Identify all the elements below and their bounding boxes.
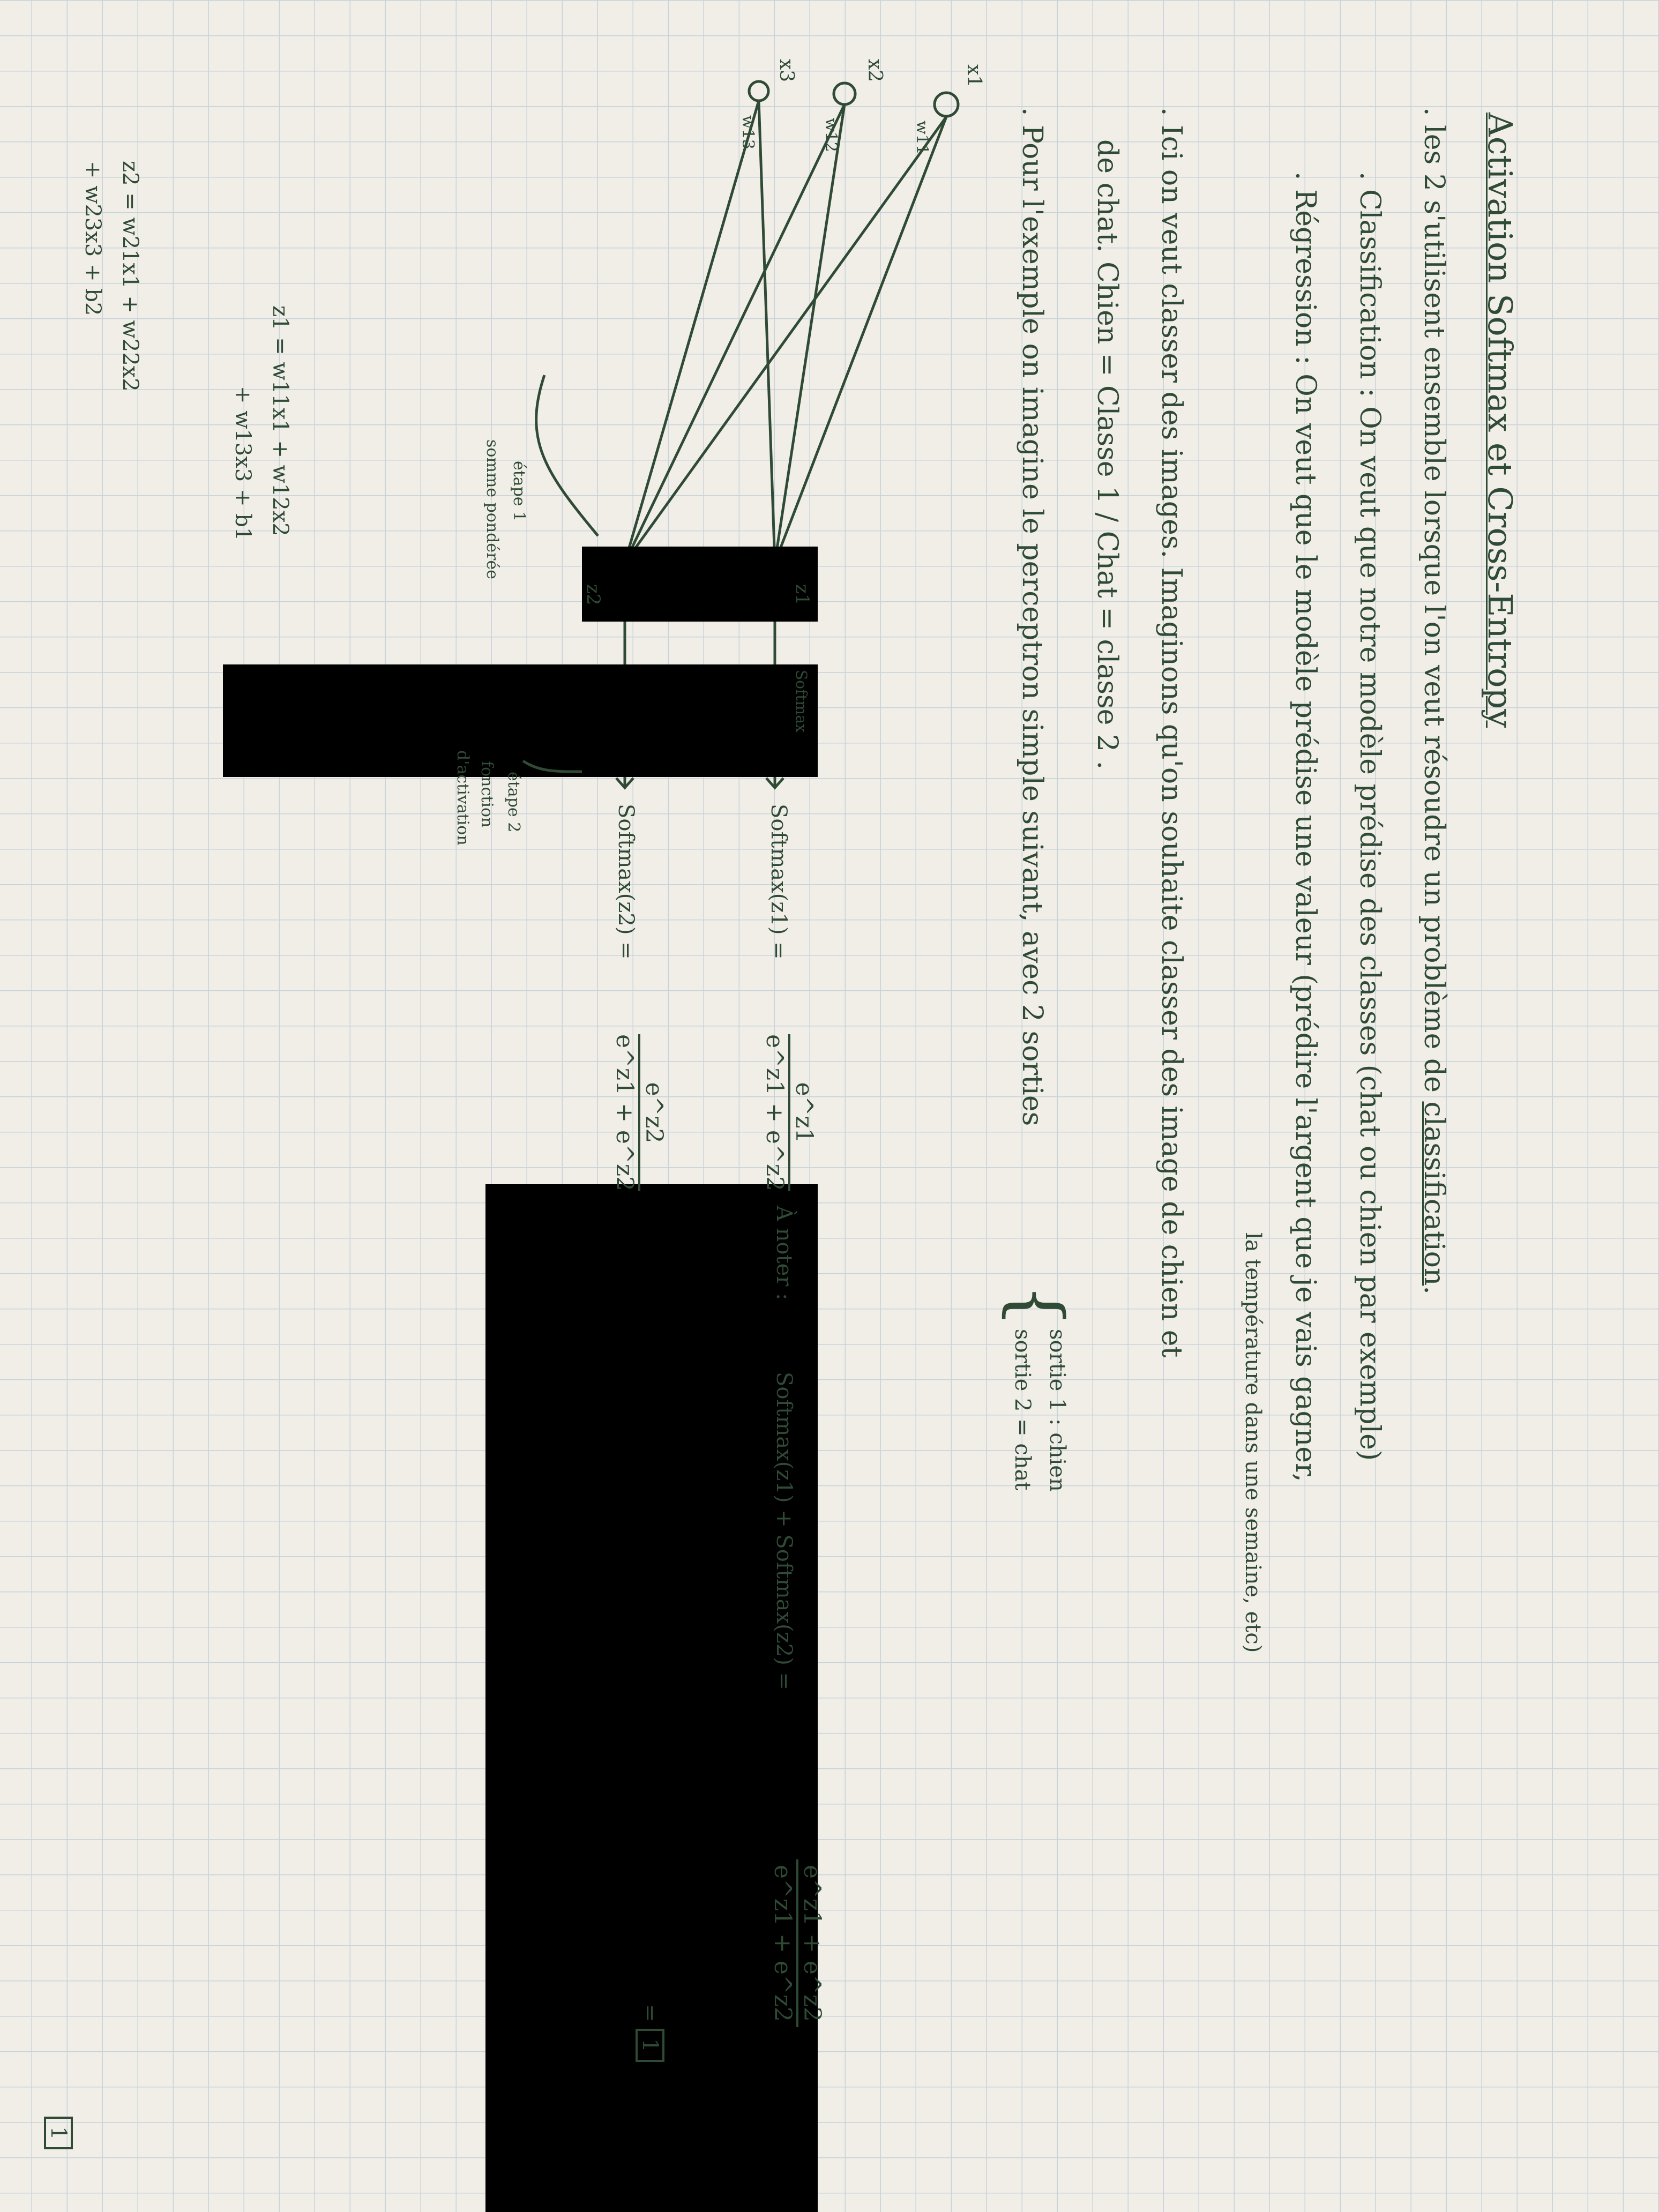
example-line-2: de chat. Chien = Classe 1 / Chat = classe 2 . bbox=[1091, 139, 1123, 770]
page-title: Activation Softmax et Cross-Entropy bbox=[1481, 113, 1520, 728]
step2-desc-2: d'activation bbox=[453, 750, 472, 846]
page-number: 1 bbox=[44, 2117, 73, 2149]
edge-x2-z1 bbox=[775, 104, 845, 563]
softmax-z2-label: Softmax(z2) = bbox=[614, 804, 638, 960]
input-node-x1 bbox=[935, 93, 958, 116]
brace: { bbox=[997, 1283, 1078, 1328]
output-2-label: sortie 2 = chat bbox=[1010, 1329, 1035, 1491]
note-label: À noter : bbox=[772, 1206, 796, 1301]
z1-formula-line-1: z1 = w11x1 + w12x2 bbox=[268, 305, 293, 536]
z2-formula-line-2: + w23x3 + b2 bbox=[80, 161, 105, 316]
step2-label: étape 2 bbox=[504, 772, 523, 833]
weight-w13: w13 bbox=[738, 115, 757, 150]
input-node-x3 bbox=[749, 81, 768, 101]
step1-dashed-box bbox=[582, 547, 818, 622]
output-1-label: sortie 1 : chien bbox=[1045, 1329, 1070, 1492]
step2-desc-1: fonction bbox=[477, 761, 496, 828]
softmax-z1-numerator: e^z1 bbox=[788, 1034, 818, 1191]
edge-x3-z1 bbox=[759, 101, 775, 563]
sum-label-z1: z1 bbox=[791, 584, 813, 606]
sum-label-z2: z2 bbox=[582, 584, 604, 606]
softmax-z1-fraction bbox=[761, 1034, 818, 1191]
note-denominator: e^z1 + e^z2 bbox=[769, 1865, 796, 2022]
intro-line-1-text: . les 2 s'utilisent ensemble lorsque l'on veut résoudre un problème de bbox=[1418, 107, 1450, 1102]
note-result-prefix: = bbox=[638, 2004, 662, 2022]
softmax-marker: Softmax bbox=[793, 670, 810, 733]
edge-x2-z2 bbox=[625, 104, 845, 563]
regression-text-continued: la température dans une semaine, etc) bbox=[1240, 1232, 1265, 1653]
input-label-x1: x1 bbox=[963, 64, 985, 88]
step1-desc: somme pondérée bbox=[483, 439, 502, 580]
z2-formula-line-1: z2 = w21x1 + w22x2 bbox=[118, 161, 143, 392]
note-text: Softmax(z1) + Softmax(z2) = bbox=[772, 1372, 796, 1691]
softmax-z2-fraction bbox=[611, 1034, 668, 1191]
note-fraction bbox=[769, 1859, 826, 2027]
weight-w12: w12 bbox=[821, 118, 840, 152]
input-node-x2 bbox=[834, 83, 855, 104]
softmax-z1-denominator: e^z1 + e^z2 bbox=[761, 1034, 788, 1192]
edge-x1-z1 bbox=[775, 117, 946, 563]
classification-text: On veut que notre modèle prédise des classes (chat ou chien par exemple) bbox=[1354, 406, 1386, 1461]
note-result-value: 1 bbox=[636, 2029, 664, 2061]
example-line-1: . Ici on veut classer des images. Imaginons qu'on souhaite classer des image de chien et bbox=[1155, 107, 1187, 1358]
step2-dashed-box bbox=[223, 664, 818, 777]
classification-label: . Classification : bbox=[1354, 171, 1386, 398]
regression-text: On veut que le modèle prédise une valeur (prédire l'argent que je vais gagner, bbox=[1289, 373, 1321, 1482]
note-numerator: e^z1 + e^z2 bbox=[796, 1859, 826, 2027]
classification-word: classification bbox=[1418, 1101, 1450, 1286]
intro-line-1-end: . bbox=[1418, 1286, 1450, 1295]
input-label-x3: x3 bbox=[775, 59, 797, 83]
softmax-z1-label: Softmax(z1) = bbox=[766, 804, 791, 960]
z1-formula-line-2: + w13x3 + b1 bbox=[230, 386, 255, 541]
edge-x3-z2 bbox=[625, 101, 759, 563]
step1-label: étape 1 bbox=[510, 461, 528, 522]
note-result bbox=[638, 2004, 662, 2062]
softmax-z2-numerator: e^z2 bbox=[638, 1034, 668, 1191]
softmax-z2-denominator: e^z1 + e^z2 bbox=[611, 1034, 638, 1192]
regression-label: . Régression : bbox=[1289, 171, 1321, 365]
example-line-3: . Pour l'exemple on imagine le perceptron simple suivant, avec 2 sorties bbox=[1016, 107, 1048, 1126]
input-label-x2: x2 bbox=[864, 59, 886, 83]
step1-pointer bbox=[536, 375, 598, 536]
weight-w11: w11 bbox=[913, 121, 931, 155]
